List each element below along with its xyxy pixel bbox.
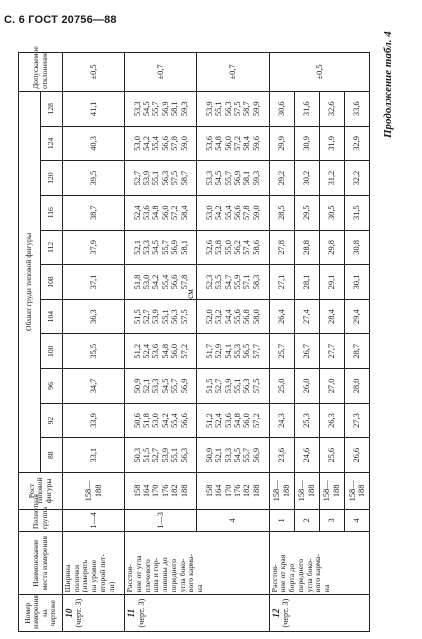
value-cell: 53,6 54,8 56,0 57,2 58,4 59,6 <box>197 126 269 161</box>
value-cell: 29,8 <box>319 230 344 265</box>
height-cell: 158—188 <box>319 473 344 510</box>
value-cell: 52,1 53,3 54,5 55,7 56,9 58,1 <box>125 230 197 265</box>
item-ref: (черт. 3) <box>74 598 84 628</box>
value-cell: 28,0 <box>344 369 369 404</box>
value-cell: 31,5 <box>344 195 369 230</box>
bust-header: 116 <box>41 195 63 230</box>
value-cell: 53,0 54,2 55,4 56,6 57,8 59,0 <box>125 126 197 161</box>
value-cell: 33,1 <box>63 438 125 473</box>
value-cell: 25,6 <box>319 438 344 473</box>
value-cell: 28,8 <box>294 230 319 265</box>
item-number: 12 <box>270 608 281 618</box>
value-cell: 50,9 52,1 53,3 54,5 55,7 56,9 <box>125 369 197 404</box>
value-cell: 31,9 <box>319 126 344 161</box>
measurement-table <box>18 46 370 632</box>
value-cell: 30,5 <box>319 195 344 230</box>
tolerance-cell: ±0,7 <box>125 53 197 92</box>
value-cell: 50,6 51,8 53,0 54,2 55,4 56,6 <box>125 403 197 438</box>
value-cell: 53,9 55,1 56,3 57,5 58,7 59,9 <box>197 91 269 126</box>
value-cell: 53,3 54,5 55,7 56,9 58,1 59,3 <box>125 91 197 126</box>
value-cell: 36,3 <box>63 299 125 334</box>
table-row <box>269 53 294 632</box>
value-cell: 51,7 52,9 54,1 55,3 56,5 57,7 <box>197 334 269 369</box>
value-cell: 30,1 <box>344 265 369 300</box>
page-header: С. 6 ГОСТ 20756—88 <box>4 14 117 26</box>
value-cell: 26,7 <box>294 334 319 369</box>
value-cell: 27,0 <box>319 369 344 404</box>
bust-header: 128 <box>41 91 63 126</box>
tolerance-cell: ±0,5 <box>269 53 369 92</box>
value-cell: 52,7 53,9 55,1 56,3 57,5 58,7 <box>125 161 197 196</box>
value-cell: 27,3 <box>344 403 369 438</box>
item-number-cell <box>125 595 269 632</box>
item-number: 11 <box>126 608 137 618</box>
value-cell: 37,9 <box>63 230 125 265</box>
value-cell: 51,5 52,7 53,9 55,1 56,3 57,5 <box>125 299 197 334</box>
value-cell: 24,6 <box>294 438 319 473</box>
item-number: 10 <box>64 608 74 618</box>
fullness-cell: 2 <box>294 509 319 531</box>
value-cell: 31,2 <box>319 161 344 196</box>
value-cell: 25,7 <box>269 334 294 369</box>
value-cell: 51,5 52,7 53,9 55,1 56,3 57,5 <box>197 369 269 404</box>
col-tolerance: Допускаемое отклонение <box>19 53 63 92</box>
tolerance-cell: ±0,5 <box>63 53 125 92</box>
bust-header: 100 <box>41 334 63 369</box>
col-height: Рост типовой фигуры <box>19 473 63 510</box>
item-ref: (черт. 3) <box>281 598 291 628</box>
value-cell: 40,3 <box>63 126 125 161</box>
value-cell: 27,4 <box>294 299 319 334</box>
value-cell: 52,3 53,5 54,7 55,9 57,1 58,3 <box>197 265 269 300</box>
item-number-cell <box>269 595 369 632</box>
value-cell: 51,8 53,0 54,2 55,4 56,6 57,8 <box>125 265 197 300</box>
value-cell: 51,2 52,4 53,6 54,8 56,0 57,2 <box>197 403 269 438</box>
bust-header: 92 <box>41 403 63 438</box>
value-cell: 25,0 <box>269 369 294 404</box>
value-cell: 30,8 <box>344 230 369 265</box>
value-cell: 29,9 <box>269 126 294 161</box>
bust-header: 124 <box>41 126 63 161</box>
value-cell: 30,6 <box>269 91 294 126</box>
table-caption-box <box>378 28 398 138</box>
value-cell: 24,3 <box>269 403 294 438</box>
height-cell: 158—188 <box>63 473 125 510</box>
value-cell: 28,7 <box>344 334 369 369</box>
bust-header: 88 <box>41 438 63 473</box>
value-cell: 52,0 53,2 54,4 55,6 56,8 58,0 <box>197 299 269 334</box>
value-cell: 27,8 <box>269 230 294 265</box>
height-cell: 158—188 <box>269 473 294 510</box>
table-caption: Продолжение табл. 4 <box>382 31 394 138</box>
value-cell: 37,1 <box>63 265 125 300</box>
col-bust-group: Обхват груди типовой фигуры <box>19 91 41 472</box>
fullness-cell: 1 <box>269 509 294 531</box>
col-item-no: Номер измерения на чертеже <box>19 595 63 632</box>
value-cell: 30,9 <box>294 126 319 161</box>
value-cell: 27,1 <box>269 265 294 300</box>
value-cell: 29,4 <box>344 299 369 334</box>
value-cell: 53,3 54,5 55,7 56,9 58,1 59,3 <box>197 161 269 196</box>
value-cell: 29,2 <box>269 161 294 196</box>
col-fullness: Полнотная группа <box>19 509 63 531</box>
table-stage <box>18 46 370 632</box>
value-cell: 38,7 <box>63 195 125 230</box>
header-row-1 <box>19 53 41 632</box>
value-cell: 26,3 <box>319 403 344 438</box>
height-cell: 158—188 <box>294 473 319 510</box>
value-cell: 39,5 <box>63 161 125 196</box>
value-cell: 52,4 53,6 54,8 56,0 57,2 58,4 <box>125 195 197 230</box>
table-row <box>63 53 125 632</box>
fullness-cell: 4 <box>344 509 369 531</box>
value-cell: 34,7 <box>63 369 125 404</box>
value-cell: 33,9 <box>63 403 125 438</box>
item-ref: (черт. 3) <box>136 598 146 628</box>
value-cell: 28,4 <box>319 299 344 334</box>
height-cell: 158—188 <box>344 473 369 510</box>
value-cell: 23,6 <box>269 438 294 473</box>
fullness-cell: 1—4 <box>63 509 125 531</box>
item-number-cell <box>63 595 125 632</box>
rotated-table-wrapper <box>18 46 370 632</box>
value-cell: 26,6 <box>344 438 369 473</box>
value-cell: 25,3 <box>294 403 319 438</box>
fullness-cell: 4 <box>197 509 269 531</box>
item-name: Ширина полочки (измерять на уровне второй пет- ли) <box>63 532 125 595</box>
value-cell: 28,5 <box>269 195 294 230</box>
value-cell: 27,7 <box>319 334 344 369</box>
table-row <box>125 53 197 632</box>
tolerance-cell: ±0,7 <box>197 53 269 92</box>
value-cell: 35,5 <box>63 334 125 369</box>
value-cell: 32,2 <box>344 161 369 196</box>
value-cell: 53,0 54,2 55,4 56,6 57,8 59,0 <box>197 195 269 230</box>
value-cell: 26,0 <box>294 369 319 404</box>
height-cell: 158 164 170 176 182 188 <box>197 473 269 510</box>
value-cell: 50,3 51,5 52,7 53,9 55,1 56,3 <box>125 438 197 473</box>
unit-label: см <box>185 289 195 299</box>
bust-header: 112 <box>41 230 63 265</box>
value-cell: 32,6 <box>319 91 344 126</box>
value-cell: 32,9 <box>344 126 369 161</box>
col-name: Наименование места измерения <box>19 532 63 595</box>
height-cell: 158 164 170 176 182 188 <box>125 473 197 510</box>
value-cell: 26,4 <box>269 299 294 334</box>
fullness-cell: 1—3 <box>125 509 197 531</box>
value-cell: 29,5 <box>294 195 319 230</box>
value-cell: 51,2 52,4 53,6 54,8 56,0 57,2 <box>125 334 197 369</box>
item-name: Расстоя- ние от угла плечевого шва и гор- ловины до переднего угла боко- вого карма- на <box>125 532 269 595</box>
bust-header: 120 <box>41 161 63 196</box>
item-name: Расстоя- ние от края борта до переднего угла боко- вого карма- на <box>269 532 369 595</box>
value-cell: 31,6 <box>294 91 319 126</box>
value-cell: 29,1 <box>319 265 344 300</box>
bust-header: 104 <box>41 299 63 334</box>
value-cell: 33,6 <box>344 91 369 126</box>
bust-header: 96 <box>41 369 63 404</box>
value-cell: 50,9 52,1 53,3 54,5 55,7 56,9 <box>197 438 269 473</box>
fullness-cell: 3 <box>319 509 344 531</box>
bust-header: 108 <box>41 265 63 300</box>
value-cell: 28,1 <box>294 265 319 300</box>
value-cell: 52,6 53,8 55,0 56,2 57,4 58,6 <box>197 230 269 265</box>
value-cell: 30,2 <box>294 161 319 196</box>
value-cell: 41,1 <box>63 91 125 126</box>
